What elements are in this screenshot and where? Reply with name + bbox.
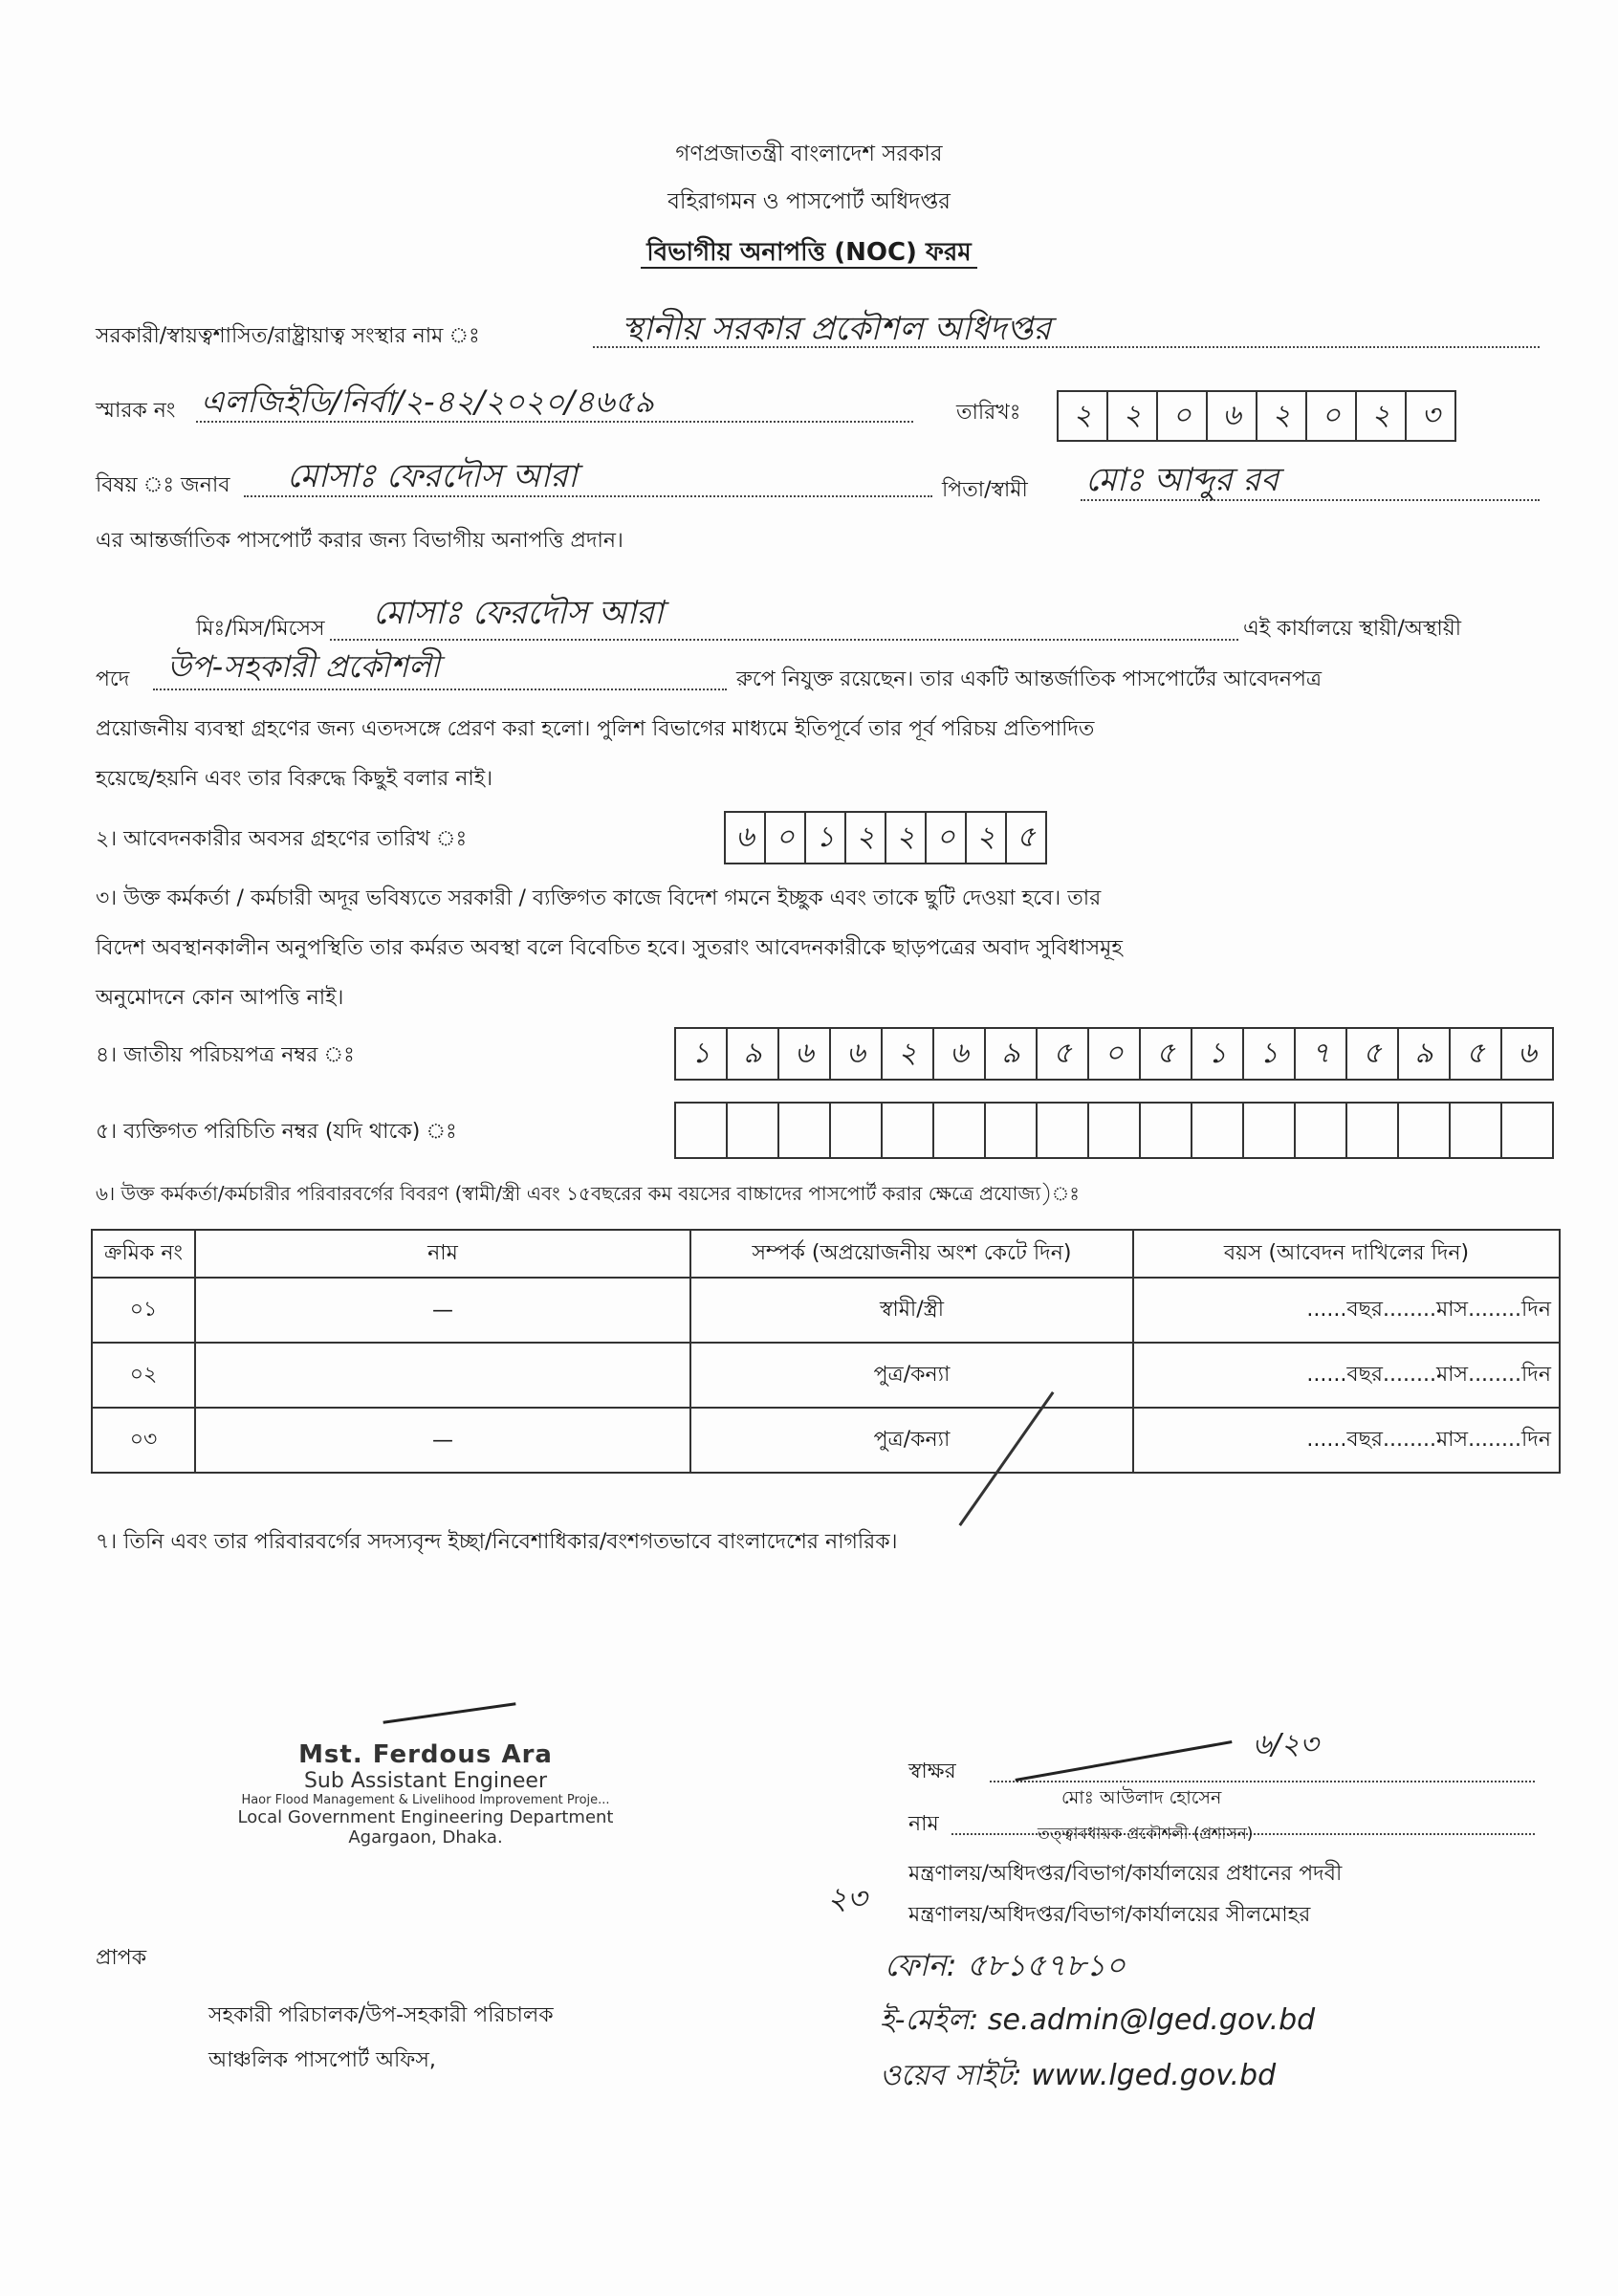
item4-label: ৪। জাতীয় পরিচয়পত্র নম্বর ঃ <box>96 1043 355 1067</box>
digit-box: ২ <box>967 813 1007 863</box>
row-age: ......বছর........মাস........দিন <box>1133 1343 1560 1408</box>
digit-box: ৫ <box>1347 1029 1399 1079</box>
col-age: বয়স (আবেদন দাখিলের দিন) <box>1133 1230 1560 1278</box>
digit-box: ০ <box>927 813 967 863</box>
digit-box: ১ <box>1244 1029 1296 1079</box>
sign-dotted-line <box>990 1781 1535 1782</box>
stamp-dept: Local Government Engineering Department <box>237 1807 614 1827</box>
digit-box: ০ <box>1307 392 1357 440</box>
item2-label: ২। আবেদনকারীর অবসর গ্রহণের তারিখ ঃ <box>96 827 468 851</box>
row-relation: পুত্র/কন্যা <box>690 1408 1133 1473</box>
applicant-name-handwritten: মোসাঃ ফেরদৌস আরা <box>287 457 578 495</box>
nid-number-boxes <box>674 1027 1554 1081</box>
stamp-place: Agargaon, Dhaka. <box>348 1827 503 1848</box>
subject-label: বিষয় ঃ জনাব <box>96 473 230 497</box>
row-age: ......বছর........মাস........দিন <box>1133 1408 1560 1473</box>
digit-box: ৬ <box>779 1029 831 1079</box>
digit-box: ১ <box>676 1029 728 1079</box>
item7: ৭। তিনি এবং তার পরিবারবর্গের সদস্যবৃন্দ ইচ্ছা/নিবেশাধিকার/বংশগতভাবে বাংলাদেশের নাগরিক। <box>96 1530 898 1554</box>
signatory-name: মোঃ আউলাদ হোসেন <box>1061 1787 1222 1808</box>
col-serial: ক্রমিক নং <box>92 1230 195 1278</box>
stamp-project: Haor Flood Management & Livelihood Improvement Proje... <box>241 1793 610 1807</box>
digit-box: ৯ <box>986 1029 1038 1079</box>
digit-box <box>779 1104 831 1157</box>
digit-box <box>1451 1104 1502 1157</box>
sign-label: স্বাক্ষর <box>908 1760 956 1783</box>
recipient-label: প্রাপক <box>96 1946 147 1970</box>
table-row <box>92 1408 1560 1473</box>
memo-label: স্মারক নং <box>96 399 176 423</box>
digit-box: ৫ <box>1451 1029 1502 1079</box>
signatory-designation: তত্ত্বাবধায়ক প্রকৌশলী (প্রশাসন) <box>1038 1825 1254 1844</box>
row-name: — <box>195 1408 690 1473</box>
department-title: বহিরাগমন ও পাসপোর্ট অধিদপ্তর <box>667 189 951 214</box>
digit-box <box>1347 1104 1399 1157</box>
item3-line3: অনুমোদনে কোন আপত্তি নাই। <box>96 986 344 1010</box>
name-label: নাম <box>908 1812 939 1836</box>
digit-box: ১ <box>1192 1029 1244 1079</box>
digit-box <box>1141 1104 1192 1157</box>
father-label: পিতা/স্বামী <box>942 478 1028 502</box>
row-serial: ০১ <box>92 1278 195 1343</box>
memo-number-handwritten: এলজিইডি/নির্বা/২-৪২/২০২০/৪৬৫৯ <box>201 383 655 420</box>
date-label: তারিখঃ <box>956 401 1021 425</box>
digit-box: ৫ <box>1017 820 1036 854</box>
row-relation: পুত্র/কন্যা <box>690 1343 1133 1408</box>
item5-label: ৫। ব্যক্তিগত পরিচিতি নম্বর (যদি থাকে) ঃ <box>96 1120 457 1144</box>
digit-box: ৯ <box>1399 1029 1451 1079</box>
row-relation: স্বামী/স্ত্রী <box>690 1278 1133 1343</box>
post-label: পদে <box>96 667 130 691</box>
stamp-name: Mst. Ferdous Ara <box>298 1740 553 1769</box>
designation-line: মন্ত্রণালয়/অধিদপ্তর/বিভাগ/কার্যালয়ের প্রধানের পদবী <box>908 1862 1343 1886</box>
family-table-header <box>92 1230 1560 1278</box>
subject-line2: এর আন্তর্জাতিক পাসপোর্ট করার জন্য বিভাগীয় অনাপত্তি প্রদান। <box>96 529 623 553</box>
digit-box: ৫ <box>1038 1029 1089 1079</box>
digit-box: ৫ <box>1141 1029 1192 1079</box>
row-name <box>195 1343 690 1408</box>
digit-box: ৬ <box>1518 1036 1537 1070</box>
digit-box: ২ <box>1059 392 1108 440</box>
digit-box: ২ <box>1108 392 1158 440</box>
gov-title: গণপ্রজাতন্ত্রী বাংলাদেশ সরকার <box>675 142 943 166</box>
signature-right <box>1015 1740 1232 1782</box>
post-handwritten: উপ-সহকারী প্রকৌশলী <box>167 648 440 685</box>
digit-box: ৬ <box>1208 392 1257 440</box>
appointment-text: রুপে নিযুক্ত রয়েছেন। তার একটি আন্তর্জাতিক পাসপোর্টের আবেদনপত্র <box>736 667 1323 691</box>
digit-box: ১ <box>806 813 846 863</box>
org-name-handwritten: স্থানীয় সরকার প্রকৌশল অধিদপ্তর <box>622 310 1052 348</box>
digit-box <box>831 1104 883 1157</box>
digit-box: ৭ <box>1296 1029 1347 1079</box>
retirement-date-boxes <box>724 811 1047 864</box>
table-row <box>92 1278 1560 1343</box>
digit-box <box>1089 1104 1141 1157</box>
seal-mark: ২৩ <box>827 1880 867 1916</box>
digit-box: ০ <box>766 813 806 863</box>
officer-stamp <box>215 1740 636 1848</box>
row-age: ......বছর........মাস........দিন <box>1133 1278 1560 1343</box>
para1-line4: হয়েছে/হয়নি এবং তার বিরুদ্ধে কিছুই বলার নাই। <box>96 767 493 791</box>
digit-box <box>883 1104 934 1157</box>
digit-box: ২ <box>883 1029 934 1079</box>
digit-box: ৬ <box>934 1029 986 1079</box>
digit-box <box>1192 1104 1244 1157</box>
recipient-line2: আঞ্চলিক পাসপোর্ট অফিস, <box>208 2048 436 2072</box>
digit-box <box>676 1104 728 1157</box>
digit-box: ৬ <box>726 813 766 863</box>
digit-box: ২ <box>846 813 886 863</box>
row-serial: ০৩ <box>92 1408 195 1473</box>
item6-label: ৬। উক্ত কর্মকর্তা/কর্মচারীর পরিবারবর্গের বিবরণ (স্বামী/স্ত্রী এবং ১৫বছরের কম বয়সের বাচ্চাদের পাসপোর্ট করার ক্ষেত্রে প্রযোজ্য)ঃ <box>96 1182 1080 1205</box>
digit-box <box>934 1104 986 1157</box>
digit-box <box>1244 1104 1296 1157</box>
col-relation: সম্পর্ক (অপ্রয়োজনীয় অংশ কেটে দিন) <box>690 1230 1133 1278</box>
form-title: বিভাগীয় অনাপত্তি (NOC) ফরম <box>0 232 1618 274</box>
recipient-line1: সহকারী পরিচালক/উপ-সহকারী পরিচালক <box>208 2003 554 2027</box>
family-table <box>91 1229 1561 1474</box>
personal-id-boxes <box>674 1102 1554 1159</box>
website-handwritten: ওয়েব সাইট: www.lged.gov.bd <box>880 2059 1277 2092</box>
memo-date-boxes <box>1057 390 1456 442</box>
father-name-handwritten: মোঃ আব্দুর রব <box>1085 461 1279 499</box>
digit-box <box>1399 1104 1451 1157</box>
seal-line: মন্ত্রণালয়/অধিদপ্তর/বিভাগ/কার্যালয়ের সীলমোহর <box>908 1903 1311 1927</box>
stamp-title: Sub Assistant Engineer <box>303 1769 548 1793</box>
digit-box <box>728 1104 779 1157</box>
org-label: সরকারী/স্বায়ত্বশাসিত/রাষ্ট্রায়াত্ব সংস্থার নাম ঃ <box>96 324 480 348</box>
digit-box: ২ <box>886 813 927 863</box>
digit-box: ৯ <box>728 1029 779 1079</box>
phone-handwritten: ফোন: ৫৮১৫৭৮১০ <box>885 1947 1126 1983</box>
sign-date-handwritten: ৬/২৩ <box>1253 1728 1319 1761</box>
row-name: — <box>195 1278 690 1343</box>
signature-left <box>383 1702 515 1723</box>
item3-line1: ৩। উক্ত কর্মকর্তা / কর্মচারী অদূর ভবিষ্যতে সরকারী / ব্যক্তিগত কাজে বিদেশ গমনে ইচ্ছুক এবং তাকে ছুটি দেওয়া হবে। তার <box>96 886 1102 910</box>
digit-box: ৬ <box>831 1029 883 1079</box>
email-handwritten: ই-মেইল: se.admin@lged.gov.bd <box>880 2003 1316 2037</box>
digit-box: ৩ <box>1421 398 1440 432</box>
col-name: নাম <box>195 1230 690 1278</box>
para-name-handwritten: মোসাঃ ফেরদৌস আরা <box>373 594 664 632</box>
digit-box <box>1502 1104 1552 1157</box>
digit-box: ০ <box>1089 1029 1141 1079</box>
item3-line2: বিদেশ অবস্থানকালীন অনুপস্থিতি তার কর্মরত অবস্থা বলে বিবেচিত হবে। সুতরাং আবেদনকারীকে ছাড়পত্রের অবাদ সুবিধাসমূহ <box>96 936 1123 960</box>
digit-box <box>986 1104 1038 1157</box>
digit-box <box>1038 1104 1089 1157</box>
salutation: মিঃ/মিস/মিসেস <box>196 617 325 641</box>
digit-box: ২ <box>1357 392 1407 440</box>
office-text: এই কার্যালয়ে স্থায়ী/অস্থায়ী <box>1243 617 1462 641</box>
digit-box: ০ <box>1158 392 1208 440</box>
row-serial: ০২ <box>92 1343 195 1408</box>
table-row <box>92 1343 1560 1408</box>
digit-box: ২ <box>1257 392 1307 440</box>
digit-box <box>1296 1104 1347 1157</box>
para1-line3: প্রয়োজনীয় ব্যবস্থা গ্রহণের জন্য এতদসঙ্গে প্রেরণ করা হলো। পুলিশ বিভাগের মাধ্যমে ইতিপূর্বে তার পূর্ব পরিচয় প্রতিপাদিত <box>96 717 1095 741</box>
